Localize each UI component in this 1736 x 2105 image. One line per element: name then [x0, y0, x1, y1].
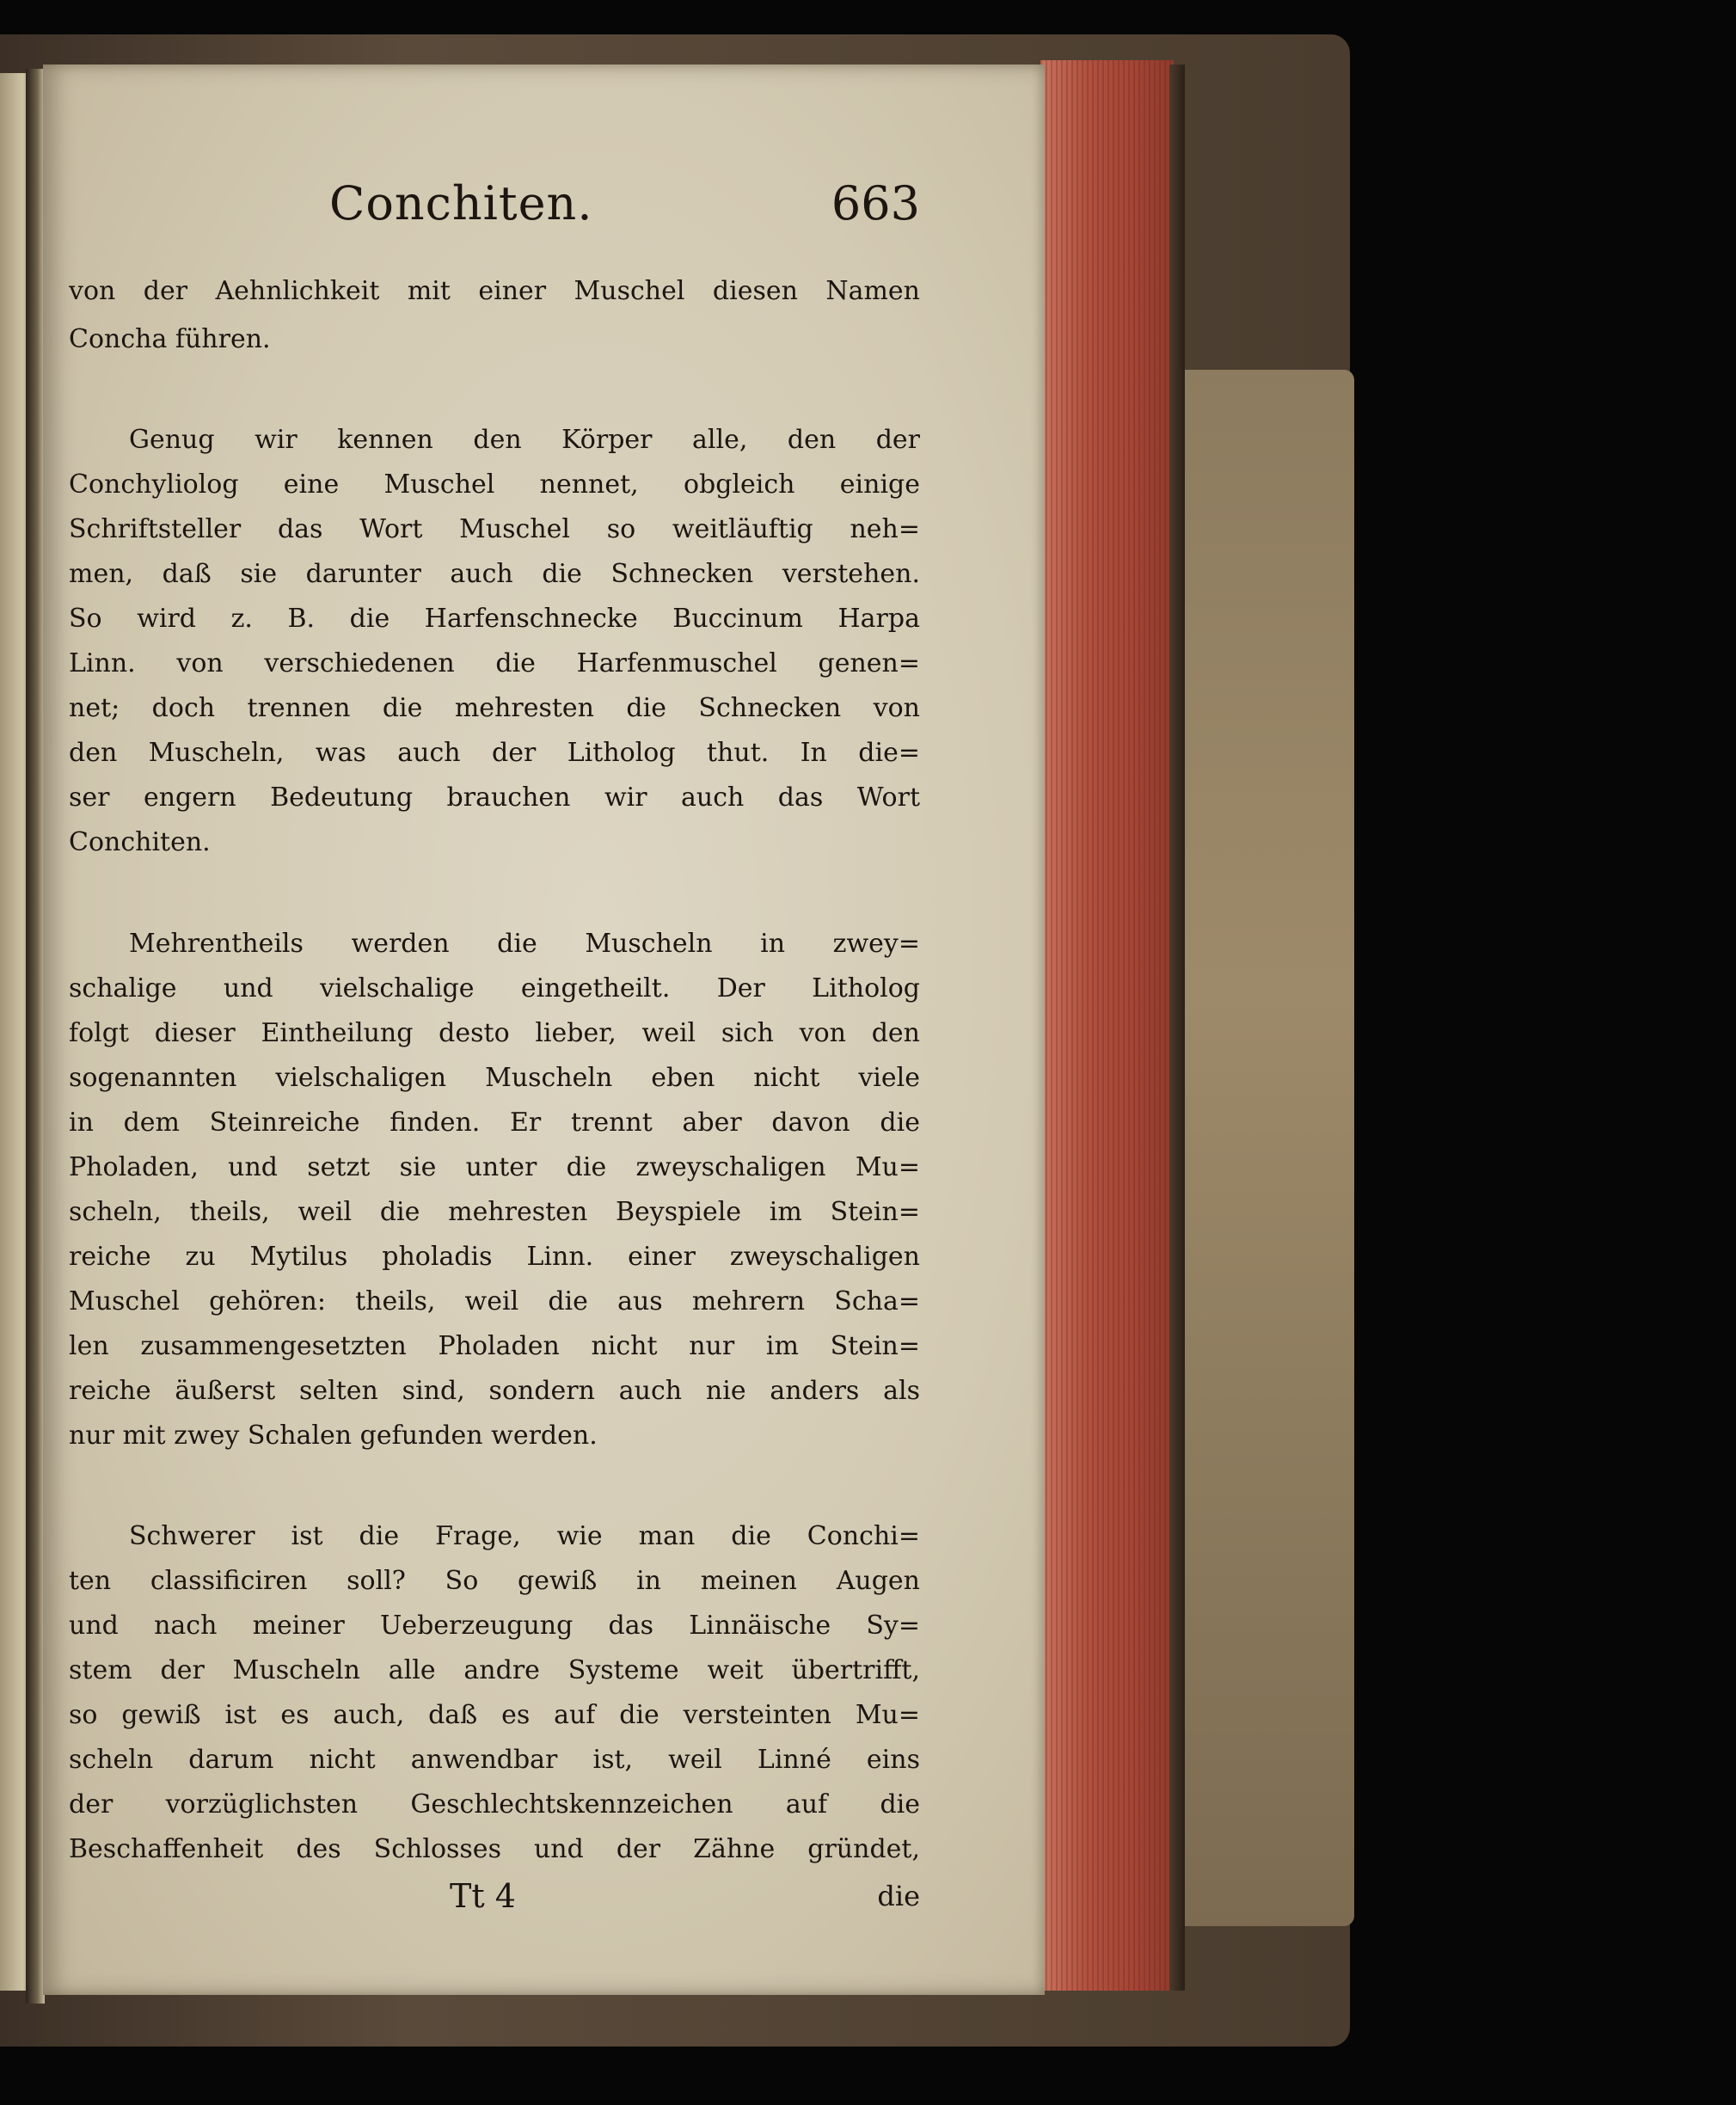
running-title: Conchiten. [329, 176, 593, 230]
text-line: reiche äußerst selten sind, sondern auch nie anders als [69, 1376, 920, 1406]
text-line: in dem Steinreiche finden. Er trennt aber davon die [69, 1108, 920, 1138]
book-page [43, 64, 1045, 1995]
text-line: Linn. von verschiedenen die Harfenmuschel genen= [69, 648, 920, 678]
text-line: Conchiten. [69, 827, 211, 857]
book-gutter [26, 69, 45, 2004]
page-number: 663 [831, 176, 920, 230]
text-line: Beschaffenheit des Schlosses und der Zähne gründet, [69, 1834, 920, 1864]
text-line: ten classificiren soll? So gewiß in meinen Augen [69, 1566, 920, 1596]
catchword: die [877, 1880, 920, 1912]
text-line: der vorzüglichsten Geschlechtskennzeichen auf die [69, 1789, 920, 1820]
text-line: von der Aehnlichkeit mit einer Muschel diesen Namen [69, 276, 920, 306]
text-line: So wird z. B. die Harfenschnecke Buccinum Harpa [69, 604, 920, 634]
text-line: Muschel gehören: theils, weil die aus mehrern Scha= [69, 1286, 920, 1316]
text-line: Conchyliolog eine Muschel nennet, obgleich einige [69, 469, 920, 500]
text-line: Schwerer ist die Frage, wie man die Conchi= [129, 1521, 920, 1551]
text-line: Mehrentheils werden die Muscheln in zwey= [129, 929, 920, 959]
running-head [69, 169, 920, 238]
text-line: scheln darum nicht anwendbar ist, weil Linné eins [69, 1745, 920, 1775]
text-line: scheln, theils, weil die mehresten Beyspiele im Stein= [69, 1197, 920, 1227]
cover-board-edge [1161, 370, 1354, 1926]
text-line: net; doch trennen die mehresten die Schnecken von [69, 693, 920, 723]
text-line: Pholaden, und setzt sie unter die zweyschaligen Mu= [69, 1152, 920, 1182]
page-block-shadow [1169, 64, 1185, 1991]
text-line: folgt dieser Eintheilung desto lieber, weil sich von den [69, 1018, 920, 1048]
text-line: nur mit zwey Schalen gefunden werden. [69, 1421, 598, 1451]
text-line: len zusammengesetzten Pholaden nicht nur im Stein= [69, 1331, 920, 1361]
text-line: stem der Muscheln alle andre Systeme weit übertrifft, [69, 1655, 920, 1685]
text-line: so gewiß ist es auch, daß es auf die versteinten Mu= [69, 1700, 920, 1730]
text-line: Genug wir kennen den Körper alle, den der [129, 425, 920, 455]
text-line: Concha führen. [69, 324, 271, 354]
text-line: den Muscheln, was auch der Litholog thut. In die= [69, 738, 920, 768]
text-line: ser engern Bedeutung brauchen wir auch das Wort [69, 782, 920, 813]
page-block-red-edge [1040, 60, 1174, 1991]
text-line: Schriftsteller das Wort Muschel so weitläuftig neh= [69, 514, 920, 544]
text-line: sogenannten vielschaligen Muscheln eben nicht viele [69, 1063, 920, 1093]
text-line: schalige und vielschalige eingetheilt. Der Litholog [69, 973, 920, 1003]
text-line: men, daß sie darunter auch die Schnecken verstehen. [69, 559, 920, 589]
text-line: reiche zu Mytilus pholadis Linn. einer zweyschaligen [69, 1242, 920, 1272]
text-line: und nach meiner Ueberzeugung das Linnäische Sy= [69, 1611, 920, 1641]
signature-mark: Tt 4 [450, 1877, 516, 1915]
